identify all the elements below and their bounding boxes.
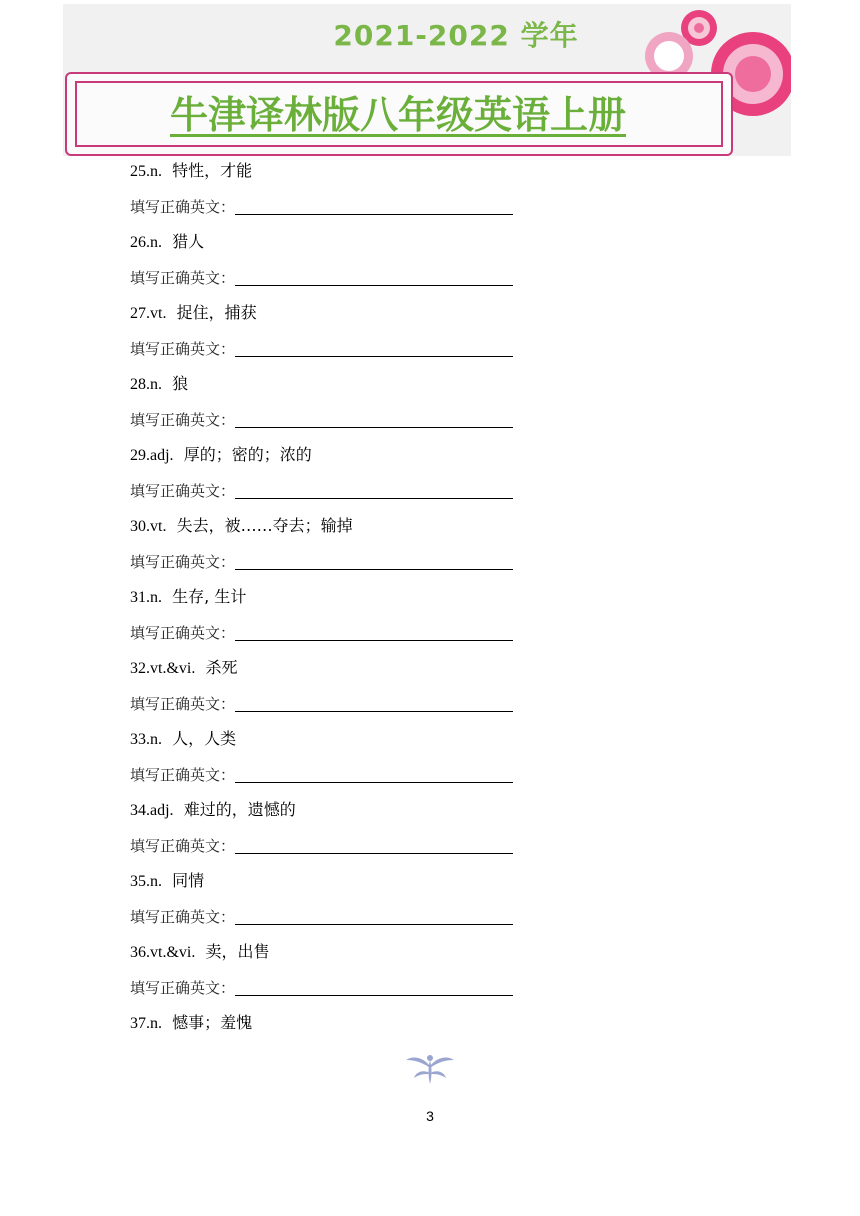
answer-row: [130, 975, 730, 1011]
answer-row: [130, 691, 730, 727]
school-year: 2021-2022 学年: [333, 19, 579, 52]
answer-prompt: 填写正确英文：: [130, 268, 236, 287]
vocab-pos: 32.vt.&vi.: [130, 660, 196, 677]
vocab-pos: 37.n.: [130, 1015, 162, 1032]
vocab-meaning: 憾事；羞愧: [172, 1013, 253, 1032]
vocab-item: [130, 797, 730, 833]
answer-blank[interactable]: [235, 410, 513, 428]
answer-row: [130, 762, 730, 798]
vocab-meaning: 生存, 生计: [172, 587, 247, 606]
vocab-pos: 33.n.: [130, 731, 162, 748]
vocab-meaning: 难过的，遗憾的: [183, 800, 296, 819]
answer-blank[interactable]: [235, 197, 513, 215]
answer-row: [130, 194, 730, 230]
answer-row: [130, 478, 730, 514]
answer-prompt: 填写正确英文：: [130, 552, 236, 571]
vocab-meaning: 失去，被……夺去；输掉: [176, 516, 353, 535]
answer-prompt: 填写正确英文：: [130, 339, 236, 358]
vocab-item: [130, 1010, 730, 1046]
vocab-item: [130, 229, 730, 265]
vocab-item: [130, 584, 730, 620]
vocab-pos: 25.n.: [130, 163, 162, 180]
vocab-meaning: 卖，出售: [205, 942, 270, 961]
answer-prompt: 填写正确英文：: [130, 765, 236, 784]
page-number: 3: [426, 1108, 434, 1124]
answer-blank[interactable]: [235, 623, 513, 641]
vocab-item: [130, 868, 730, 904]
answer-blank[interactable]: [235, 836, 513, 854]
answer-blank[interactable]: [235, 694, 513, 712]
vocab-pos: 35.n.: [130, 873, 162, 890]
answer-blank[interactable]: [235, 481, 513, 499]
vocab-item: [130, 939, 730, 975]
answer-prompt: 填写正确英文：: [130, 907, 236, 926]
answer-prompt: 填写正确英文：: [130, 481, 236, 500]
vocab-item: [130, 655, 730, 691]
answer-prompt: 填写正确英文：: [130, 623, 236, 642]
answer-row: [130, 265, 730, 301]
answer-row: [130, 407, 730, 443]
answer-row: [130, 549, 730, 585]
answer-blank[interactable]: [235, 552, 513, 570]
answer-blank[interactable]: [235, 907, 513, 925]
answer-prompt: 填写正确英文：: [130, 836, 236, 855]
vocab-meaning: 特性，才能: [172, 161, 253, 180]
answer-blank[interactable]: [235, 765, 513, 783]
vocab-meaning: 猎人: [172, 232, 205, 251]
vocab-pos: 34.adj.: [130, 802, 174, 819]
answer-row: [130, 336, 730, 372]
vocab-pos: 30.vt.: [130, 518, 167, 535]
answer-prompt: 填写正确英文：: [130, 978, 236, 997]
answer-row: [130, 620, 730, 656]
vocab-item: [130, 513, 730, 549]
page-title: 牛津译林版八年级英语上册: [169, 93, 626, 137]
vocab-meaning: 狼: [172, 374, 189, 393]
answer-row: [130, 833, 730, 869]
vocab-item: [130, 300, 730, 336]
answer-prompt: 填写正确英文：: [130, 197, 236, 216]
answer-prompt: 填写正确英文：: [130, 410, 236, 429]
vocab-meaning: 同情: [172, 871, 205, 890]
answer-row: [130, 904, 730, 940]
vocab-meaning: 厚的；密的；浓的: [183, 445, 312, 464]
flower-ornament-icon: [404, 1050, 456, 1086]
vocab-item: [130, 726, 730, 762]
vocab-pos: 36.vt.&vi.: [130, 944, 196, 961]
vocab-pos: 27.vt.: [130, 305, 167, 322]
answer-prompt: 填写正确英文：: [130, 694, 236, 713]
answer-blank[interactable]: [235, 268, 513, 286]
vocab-pos: 31.n.: [130, 589, 162, 606]
vocab-pos: 26.n.: [130, 234, 162, 251]
vocabulary-list: [130, 158, 730, 1046]
vocab-item: [130, 158, 730, 194]
vocab-pos: 29.adj.: [130, 447, 174, 464]
vocab-meaning: 捉住，捕获: [176, 303, 257, 322]
vocab-item: [130, 442, 730, 478]
vocab-item: [130, 371, 730, 407]
vocab-meaning: 人，人类: [172, 729, 237, 748]
answer-blank[interactable]: [235, 978, 513, 996]
vocab-meaning: 杀死: [205, 658, 238, 677]
vocab-pos: 28.n.: [130, 376, 162, 393]
answer-blank[interactable]: [235, 339, 513, 357]
header-banner: [63, 4, 791, 156]
